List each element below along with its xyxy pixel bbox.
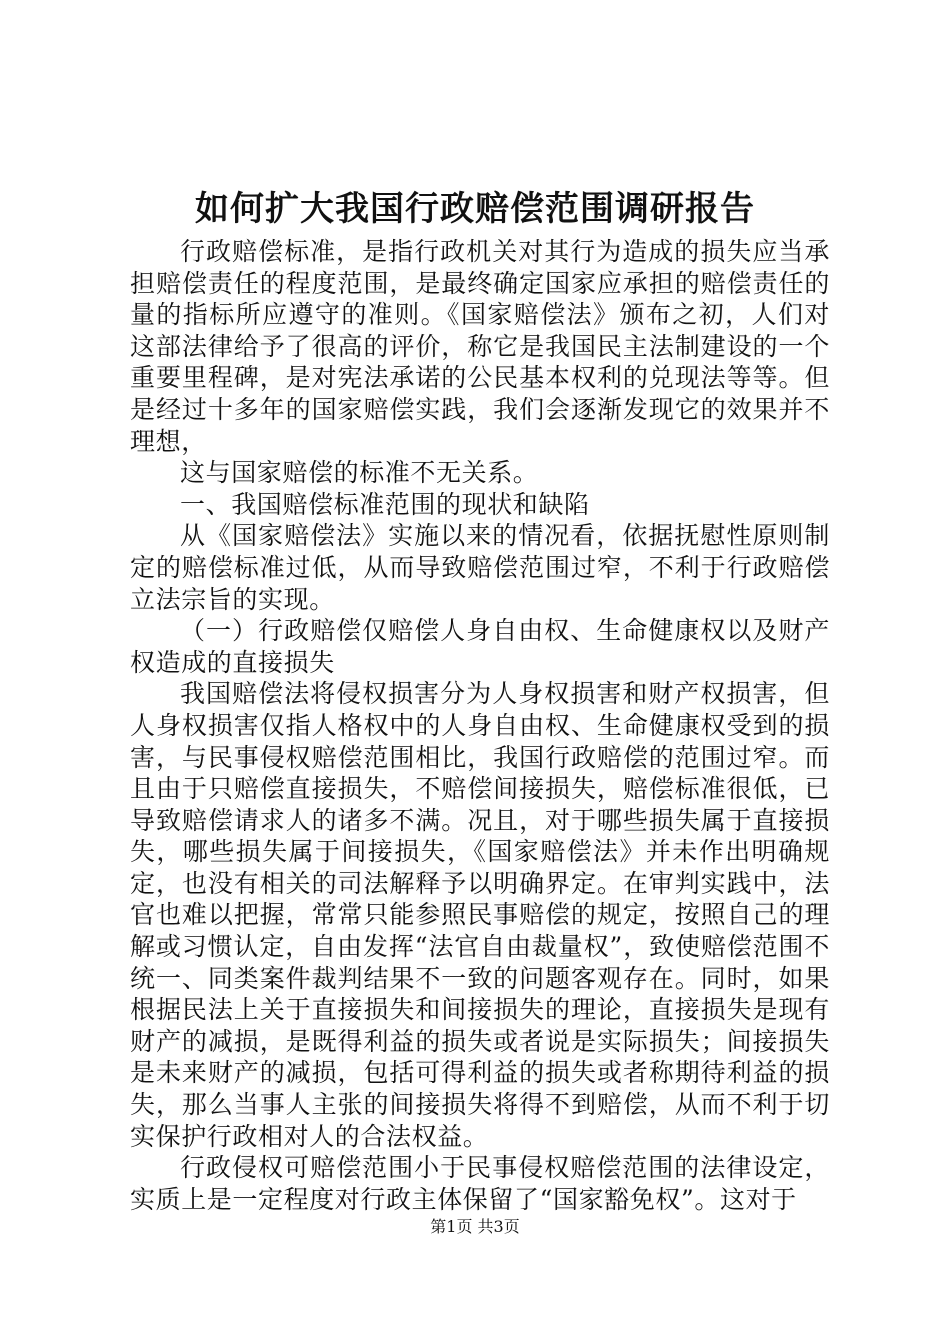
section-heading-1: 一、我国赔偿标准范围的现状和缺陷 xyxy=(180,489,590,519)
document-body xyxy=(130,236,830,1215)
paragraph-analysis: 我国赔偿法将侵权损害分为人身权损害和财产权损害，但人身权损害仅指人格权中的人身自由权、生命健康权受到的损害，与民事侵权赔偿范围相比，我国行政赔偿的范围过窄。而且由于只赔偿直接损失，不赔偿间接损失，赔偿标准很低，已导致赔偿请求人的诸多不满。况且，对于哪些损失属于直接损失，哪些损失属于间接损失，《国家赔偿法》并未作出明确规定，也没有相关的司法解释予以明确界定。在审判实践中，法官也难以把握，常常只能参照民事赔偿的规定，按照自己的理解或习惯认定，自由发挥“法官自由裁量权”，致使赔偿范围不统一、同类案件裁判结果不一致的问题客观存在。同时，如果根据民法上关于直接损失和间接损失的理论，直接损失是现有财产的减损，是既得利益的损失或者说是实际损失；间接损失是未来财产的减损，包括可得利益的损失或者称期待利益的损失，那么当事人主张的间接损失将得不到赔偿，从而不利于切实保护行政相对人的合法权益。 xyxy=(130,679,830,1151)
page-footer: 第1页 共3页 xyxy=(430,1217,520,1236)
paragraph-overview: 从《国家赔偿法》实施以来的情况看，依据抚慰性原则制定的赔偿标准过低，从而导致赔偿范围过窄，不利于行政赔偿立法宗旨的实现。 xyxy=(130,521,830,614)
paragraph-standard-relation: 这与国家赔偿的标准不无关系。 xyxy=(180,458,539,488)
paragraph-immunity: 行政侵权可赔偿范围小于民事侵权赔偿范围的法律设定，实质上是一定程度对行政主体保留了“国家豁免权”。这对于 xyxy=(130,1153,830,1214)
document-title: 如何扩大我国行政赔偿范围调研报告 xyxy=(195,189,755,229)
subsection-heading-1: （一）行政赔偿仅赔偿人身自由权、生命健康权以及财产权造成的直接损失 xyxy=(130,616,830,677)
paragraph-intro: 行政赔偿标准，是指行政机关对其行为造成的损失应当承担赔偿责任的程度范围，是最终确定国家应承担的赔偿责任的量的指标所应遵守的准则。《国家赔偿法》颁布之初，人们对这部法律给予了很高的评价，称它是我国民主法制建设的一个重要里程碑，是对宪法承诺的公民基本权利的兑现法等等。但是经过十多年的国家赔偿实践，我们会逐渐发现它的效果并不理想， xyxy=(130,237,830,456)
